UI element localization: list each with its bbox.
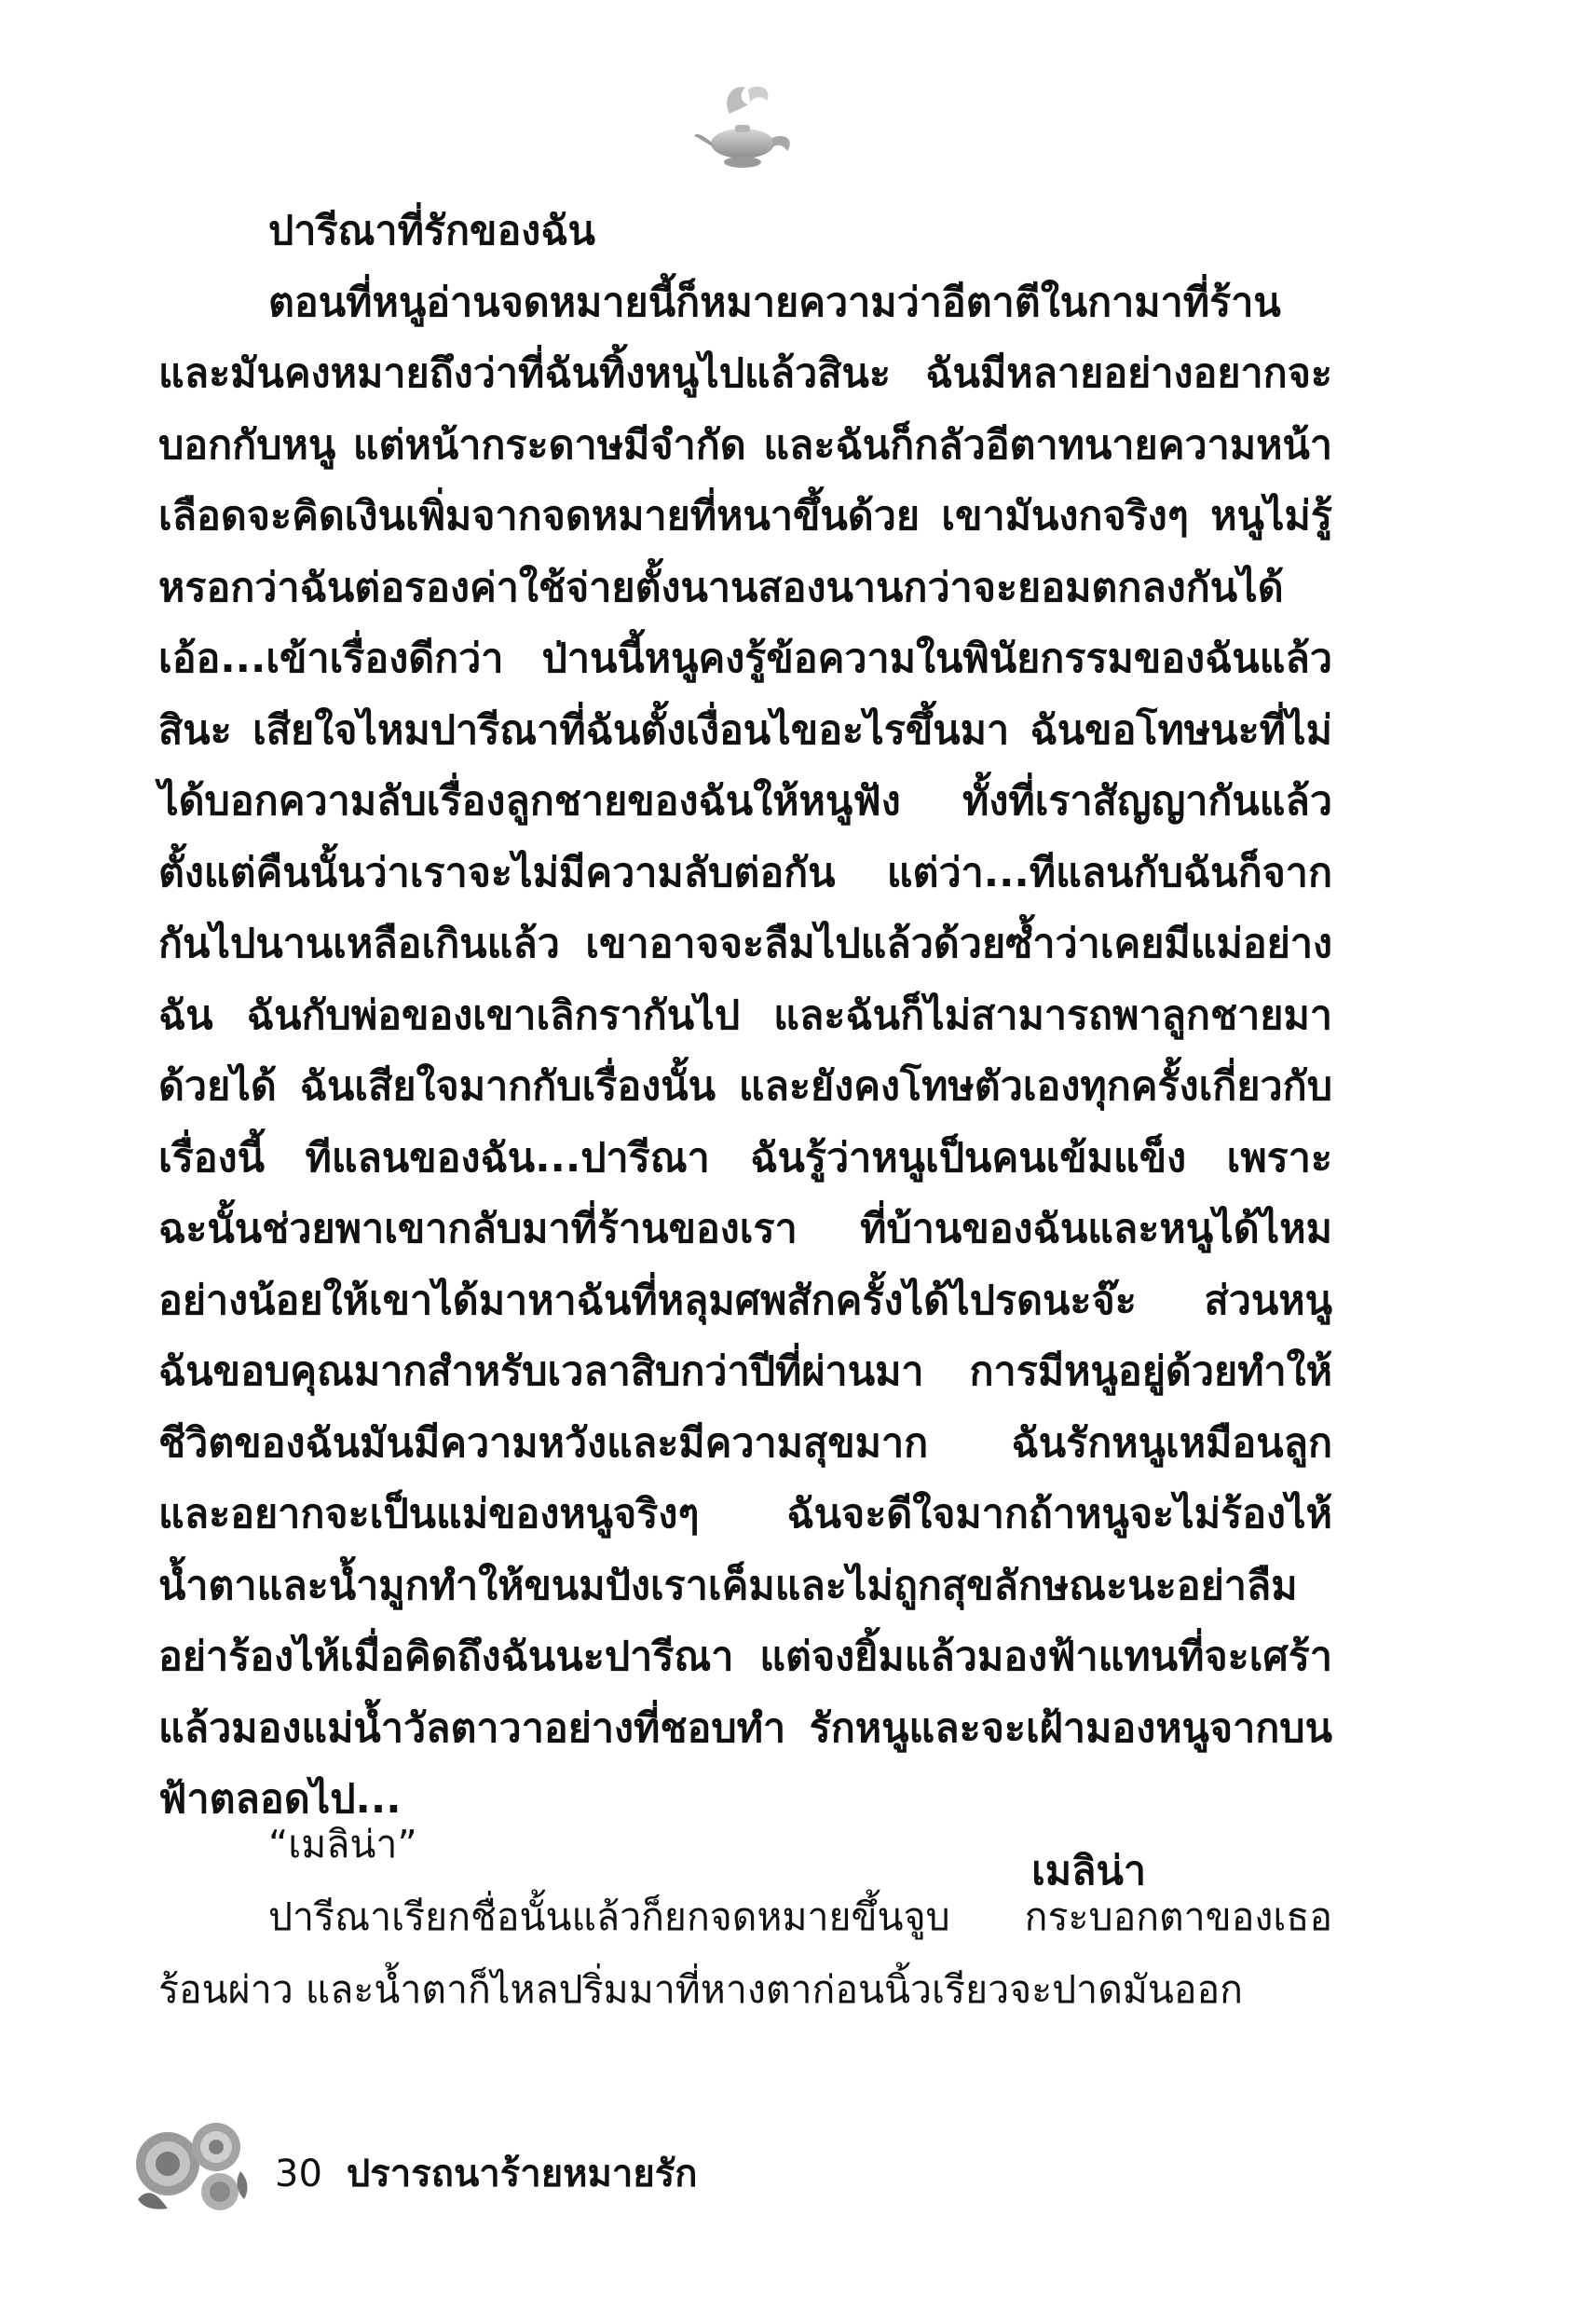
page-footer bbox=[130, 2106, 969, 2218]
book-title: ปรารถนาร้ายหมายรัก bbox=[346, 2153, 698, 2195]
letter bbox=[158, 196, 1332, 1907]
letter-paragraph: ตอนที่หนูอ่านจดหมายนี้ก็หมายความว่าอีตาตีในกามาที่ร้าน และมันคงหมายถึงว่าที่ฉันทิ้งหนูไปแล้วสินะ ฉันมีหลายอย่างอยากจะบอกกับหนู แต่หน้ากระดาษมีจำกัด และฉันก็กลัวอีตาทนายความหน้าเลือดจะคิดเงินเพิ่มจากจดหมายที่หนาขึ้นด้วย เขามันงกจริงๆ หนูไม่รู้หรอกว่าฉันต่อรองค่าใช้จ่ายตั้งนานสองนานกว่าจะยอมตกลงกันได้เอ้อ...เข้าเรื่องดีกว่า ป่านนี้หนูคงรู้ข้อความในพินัยกรรมของฉันแล้วสินะ เสียใจไหมปารีณาที่ฉันตั้งเงื่อนไขอะไรขึ้นมา ฉันขอโทษนะที่ไม่ได้บอกความลับเรื่องลูกชายของฉันให้หนูฟัง ทั้งที่เราสัญญากันแล้วตั้งแต่คืนนั้นว่าเราจะไม่มีความลับต่อกัน แต่ว่า...ทีแลนกับฉันก็จากกันไปนานเหลือเกินแล้ว เขาอาจจะลืมไปแล้วด้วยซ้ำว่าเคยมีแม่อย่างฉัน ฉันกับพ่อของเขาเลิกรากันไป และฉันก็ไม่สามารถพาลูกชายมาด้วยได้ ฉันเสียใจมากกับเรื่องนั้น และยังคงโทษตัวเองทุกครั้งเกี่ยวกับเรื่องนี้ ทีแลนของฉัน...ปารีณา ฉันรู้ว่าหนูเป็นคนเข้มแข็ง เพราะฉะนั้นช่วยพาเขากลับมาที่ร้านของเรา ที่บ้านของฉันและหนูได้ไหม อย่างน้อยให้เขาได้มาหาฉันที่หลุมศพสักครั้งได้ไปรดนะจ๊ะ ส่วนหนูฉันขอบคุณมากสำหรับเวลาสิบกว่าปีที่ผ่านมา การมีหนูอยู่ด้วยทำให้ชีวิตของฉันมันมีความหวังและมีความสุขมาก ฉันรักหนูเหมือนลูก และอยากจะเป็นแม่ของหนูจริงๆ ฉันจะดีใจมากถ้าหนูจะไม่ร้องไห้ น้ำตาและน้ำมูกทำให้ขนมปังเราเค็มและไม่ถูกสุขลักษณะนะอย่าลืม อย่าร้องไห้เมื่อคิดถึงฉันนะปารีณา แต่จงยิ้มแล้วมองฟ้าแทนที่จะเศร้าแล้วมองแม่น้ำวัลตาวาอย่างที่ชอบทำ รักหนูและจะเฝ้ามองหนูจากบนฟ้าตลอดไป... bbox=[158, 279, 1332, 1823]
footer-folio bbox=[275, 2143, 721, 2203]
narrative-paragraph: ปารีณาเรียกชื่อนั้นแล้วก็ยกจดหมายขึ้นจูบ กระบอกตาของเธอร้อนผ่าว และน้ำตาก็ไหลปริ่มมาที่หางตาก่อนนิ้วเรียวจะปาดมันออก bbox=[158, 1894, 1332, 2012]
page-number: 30 bbox=[275, 2153, 322, 2195]
roses-icon bbox=[130, 2106, 252, 2218]
magic-lamp-icon bbox=[694, 76, 797, 179]
letter-greeting: ปารีณาที่รักของฉัน bbox=[268, 208, 595, 254]
letter-signature: เมลิน่า bbox=[1031, 1847, 1146, 1894]
narrative bbox=[158, 1808, 1332, 2026]
narrative-quote: “เมลิน่า” bbox=[268, 1822, 417, 1867]
